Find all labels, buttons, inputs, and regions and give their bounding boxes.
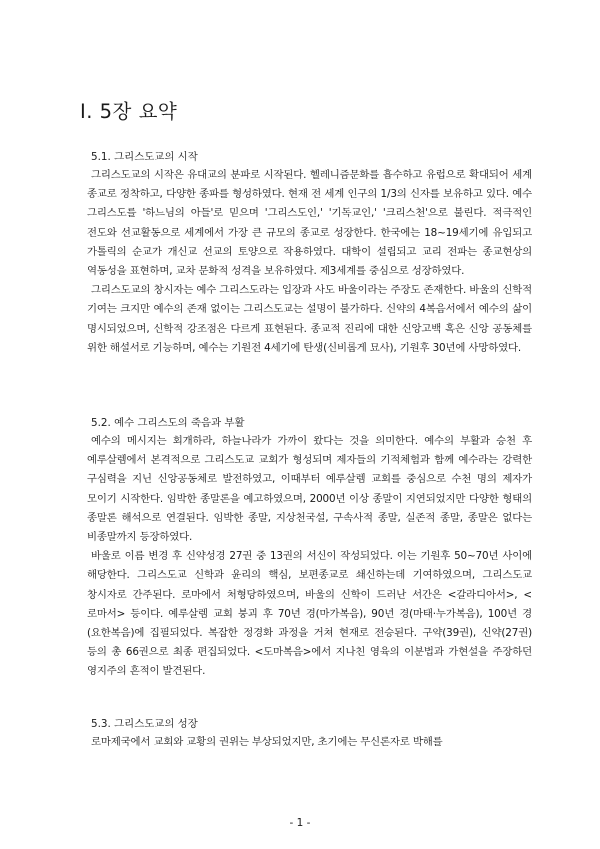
section-heading: 5.2. 예수 그리스도의 죽음과 부활 [91, 417, 245, 429]
section-5-1 [87, 150, 532, 358]
section-heading: 5.1. 그리스도교의 시작 [91, 151, 198, 163]
paragraph: 그리스도교의 창시자는 예수 그리스도라는 입장과 사도 바울이라는 주장도 존재한다. 바울의 신학적 기여는 크지만 예수의 존재 없이는 그리스도교는 설명이 불가하다. 신약의 4복음서에서 예수의 삶이 명시되었으며, 신학적 강조점은 다르게 표현된다. 종교적 진리에 대한 신앙고백 혹은 신앙 공동체를 위한 해설서로 기능하며, 예수는 기원전 4세기에 탄생(신비롭게 묘사), 기원후 30년에 사망하였다. [87, 284, 532, 354]
section-heading: 5.3. 그리스도교의 성장 [91, 718, 198, 730]
page-number: - 1 - [289, 817, 311, 829]
paragraph: 바울로 이름 변경 후 신약성경 27권 중 13권의 서신이 작성되었다. 이는 기원후 50~70년 사이에 해당한다. 그리스도교 신학과 윤리의 핵심, 보편종교로 쇄신하는데 기여하였으며, 그리스도교 창시자로 간주된다. 로마에서 처형당하였으며, 바울의 신학이 드러난 서간은 <갈라디아서>, <로마서> 등이다. 예루살렘 교회 붕괴 후 70년 경(마가복음), 90년 경(마태·누가복음), 100년 경(요한복음)에 집필되었다. 복잡한 정경화 과정을 거쳐 현재로 전승된다. 구약(39권), 신약(27권) 등의 총 66권으로 최종 편집되었다. <도마복음>에서 지나친 영육의 이분법과 가현설을 주장하던 영지주의 흔적이 발견된다. [87, 550, 532, 678]
paragraph: 예수의 메시지는 회개하라, 하늘나라가 가까이 왔다는 것을 의미한다. 예수의 부활과 승천 후 예루살렘에서 본격적으로 그리스도교 교회가 형성되며 제자들의 기적체험과 함께 예수라는 강력한 구심력을 지닌 신앙공동체로 발전하였고, 이때부터 예루살렘 교회를 중심으로 수천 명의 제자가 모이기 시작한다. 임박한 종말론을 예고하였으며, 2000년 이상 종말이 지연되었지만 다양한 형태의 종말론 해석으로 연결된다. 임박한 종말, 지상천국설, 구속사적 종말, 실존적 종말, 종말은 없다는 비종말까지 등장하였다. [87, 435, 532, 544]
section-5-2 [87, 416, 532, 682]
paragraph: 로마제국에서 교회와 교황의 권위는 부상되었지만, 초기에는 무신론자로 박해를 [91, 736, 443, 748]
chapter-title: I. 5장 요약 [80, 100, 178, 123]
section-5-3 [87, 717, 532, 752]
paragraph: 그리스도교의 시작은 유대교의 분파로 시작된다. 헬레니즘문화를 흡수하고 유럽으로 확대되어 세계 종교로 정착하고, 다양한 종파를 형성하였다. 현재 전 세계 인구의 1/3의 신자를 보유하고 있다. 예수 그리스도를 '하느님의 아들'로 믿으며 '그리스도인,' '기독교인,' '크리스천'으로 불린다. 적극적인 전도와 선교활동으로 세계에서 가장 큰 규모의 종교로 성장한다. 한국에는 18~19세기에 유입되고 가톨릭의 순교가 개신교 선교의 토양으로 작용하였다. 대학이 설립되고 교리 전파는 종교현상의 역동성을 표현하며, 교차 문화적 성격을 보유하였다. 제3세계를 중심으로 성장하였다. [87, 169, 532, 278]
